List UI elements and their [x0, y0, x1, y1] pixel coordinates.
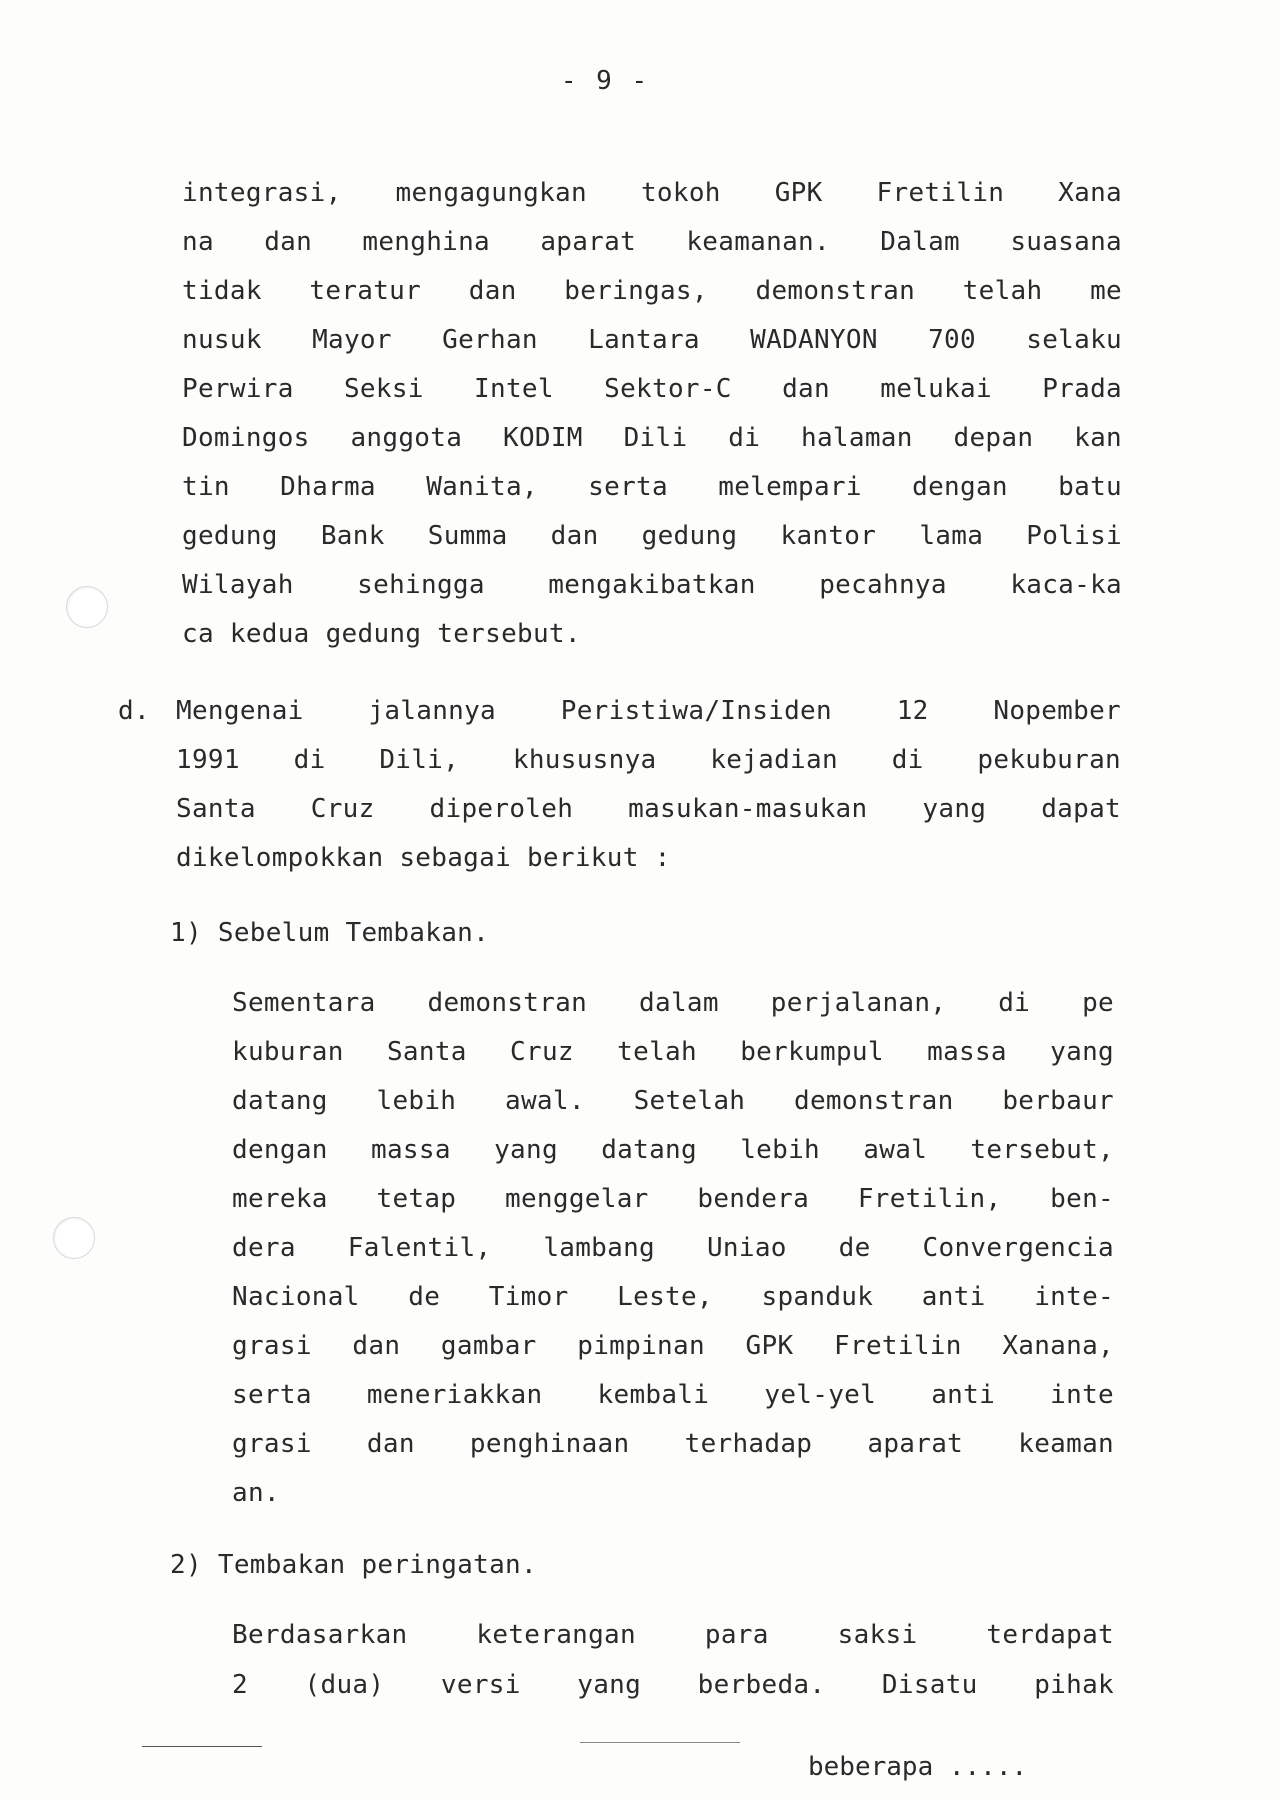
text-line: Santa Cruz diperoleh masukan-masukan yang dapat	[176, 794, 1121, 824]
text-line: dengan massa yang datang lebih awal tersebut,	[232, 1135, 1114, 1165]
text-line: Mengenai jalannya Peristiwa/Insiden 12 Nopember	[176, 696, 1121, 726]
text-line: tin Dharma Wanita, serta melempari dengan batu	[182, 472, 1122, 502]
text-line: na dan menghina aparat keamanan. Dalam suasana	[182, 227, 1122, 257]
text-line: Sementara demonstran dalam perjalanan, di pe	[232, 988, 1114, 1018]
text-line: ca kedua gedung tersebut.	[182, 619, 581, 649]
text-line: integrasi, mengagungkan tokoh GPK Fretilin Xana	[182, 178, 1122, 208]
text-line: dikelompokkan sebagai berikut :	[176, 843, 671, 873]
punch-hole-lower	[53, 1217, 95, 1259]
text-line: 2 (dua) versi yang berbeda. Disatu pihak	[232, 1670, 1114, 1700]
subsection-heading: 2) Tembakan peringatan.	[170, 1550, 537, 1580]
text-line: dera Falentil, lambang Uniao de Convergencia	[232, 1233, 1114, 1263]
text-line: tidak teratur dan beringas, demonstran telah me	[182, 276, 1122, 306]
text-line: Berdasarkan keterangan para saksi terdapat	[232, 1620, 1114, 1650]
footer-rule-middle	[580, 1742, 740, 1743]
footer-rule-left	[142, 1746, 262, 1747]
subsection-heading: 1) Sebelum Tembakan.	[170, 918, 490, 948]
text-line: kuburan Santa Cruz telah berkumpul massa yang	[232, 1037, 1114, 1067]
footer-catchword: beberapa .....	[808, 1752, 1028, 1782]
text-line: serta meneriakkan kembali yel-yel anti inte	[232, 1380, 1114, 1410]
text-line: 1991 di Dili, khususnya kejadian di pekuburan	[176, 745, 1121, 775]
text-line: gedung Bank Summa dan gedung kantor lama Polisi	[182, 521, 1122, 551]
text-line: Wilayah sehingga mengakibatkan pecahnya kaca-ka	[182, 570, 1122, 600]
text-line: Nacional de Timor Leste, spanduk anti inte-	[232, 1282, 1114, 1312]
text-line: nusuk Mayor Gerhan Lantara WADANYON 700 selaku	[182, 325, 1122, 355]
text-line: mereka tetap menggelar bendera Fretilin, ben-	[232, 1184, 1114, 1214]
text-line: datang lebih awal. Setelah demonstran berbaur	[232, 1086, 1114, 1116]
punch-hole-upper	[66, 586, 108, 628]
text-line: an.	[232, 1478, 280, 1508]
page-number: - 9 -	[560, 66, 650, 96]
text-line: grasi dan gambar pimpinan GPK Fretilin Xanana,	[232, 1331, 1114, 1361]
section-marker: d.	[118, 696, 150, 726]
text-line: Domingos anggota KODIM Dili di halaman depan kan	[182, 423, 1122, 453]
text-line: Perwira Seksi Intel Sektor-C dan melukai Prada	[182, 374, 1122, 404]
text-line: grasi dan penghinaan terhadap aparat keaman	[232, 1429, 1114, 1459]
